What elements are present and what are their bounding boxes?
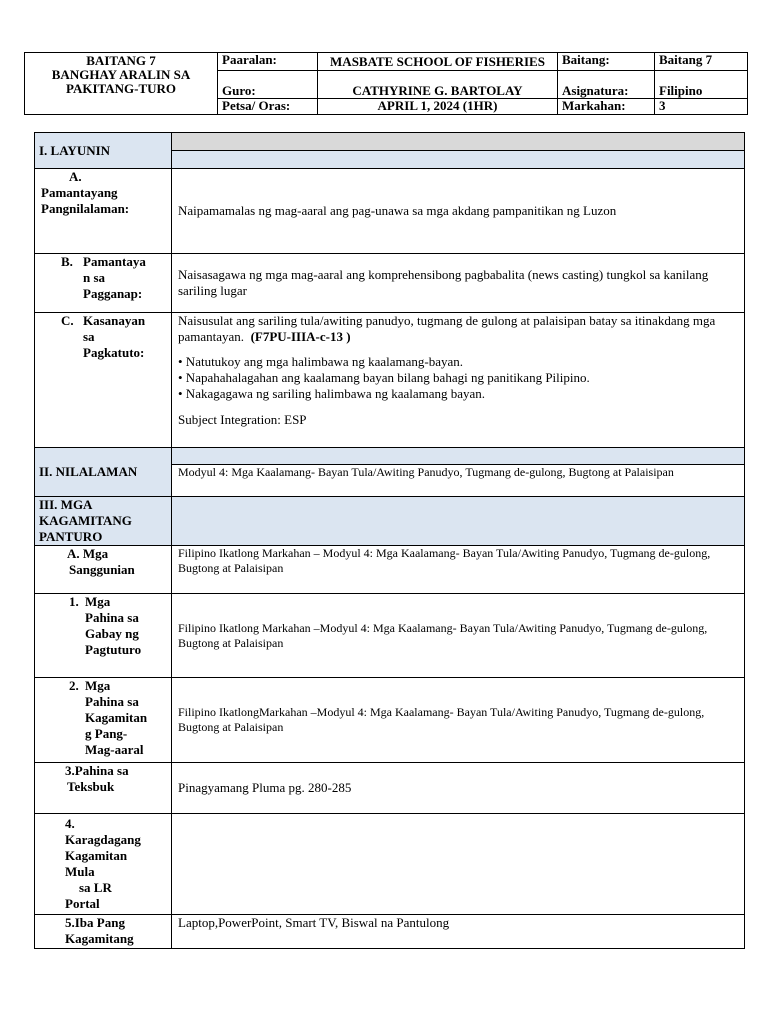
layunin-blue-band — [172, 151, 745, 169]
kasanayan-text — [178, 313, 740, 345]
kasanayan-statement: Naisusulat ang sariling tula/awiting panudyo, tugmang de gulong at palaisipan batay sa itinakdang mga pamantayan. — [178, 313, 716, 344]
plan-title — [25, 53, 218, 115]
kagamitan-heading-line: KAGAMITANG — [39, 513, 132, 528]
gabay-label-line: Gabay ng — [85, 626, 139, 641]
pamantayan-sa-pagganap-text: Naisasagawa ng mga mag-aaral ang komprehensibong pagbabalita (news casting) tungkol sa kanilang sariling lugar — [172, 254, 745, 313]
objective-list — [178, 354, 740, 402]
teksbuk-label-line: Teksbuk — [67, 779, 115, 794]
gabay-label-line: Pahina sa — [85, 610, 139, 625]
competency-code: (F7PU-IIIA-c-13 ) — [250, 329, 351, 344]
gabay-pahina-label — [35, 594, 172, 678]
sanggunian-label — [35, 546, 172, 594]
guro-label: Guro: — [218, 71, 318, 99]
lr-portal-label-line: Karagdagang — [65, 832, 141, 847]
item-b-label-line: Pamantaya — [83, 254, 146, 269]
sanggunian-label-line: Sanggunian — [69, 562, 135, 577]
kagamitan-heading-line: III. MGA — [39, 497, 93, 512]
item-c-marker: C. — [61, 313, 74, 328]
pamantayang-pangnilalaman-label — [35, 169, 172, 254]
item-c-label-line: sa — [83, 329, 95, 344]
markahan-label: Markahan: — [558, 99, 655, 115]
item-a-label: Pamantayang Pangnilalaman: — [41, 185, 130, 216]
kagamitan-heading — [35, 497, 172, 546]
iba-pang-kagamitan-label — [35, 915, 172, 949]
paaralan-value: MASBATE SCHOOL OF FISHERIES — [318, 53, 558, 71]
teksbuk-label-line: 3.Pahina sa — [65, 763, 129, 778]
guro-value: CATHYRINE G. BARTOLAY — [318, 71, 558, 99]
item-b-marker: B. — [61, 254, 73, 269]
kagamitang-mag-aaral-text: Filipino IkatlongMarkahan –Modyul 4: Mga Kaalamang- Bayan Tula/Awiting Panudyo, Tugmang de-gulong, Bugtong at Palaisipan — [172, 678, 745, 763]
item-a-marker: A. — [69, 169, 82, 184]
item-1-marker: 1. — [69, 594, 79, 609]
lr-portal-label-line: sa LR — [79, 880, 112, 895]
layunin-heading: I. LAYUNIN — [35, 133, 172, 169]
item-b-label-line: n sa — [83, 270, 106, 285]
lesson-plan-table — [34, 132, 745, 949]
item-2-marker: 2. — [69, 678, 79, 693]
lr-portal-text — [172, 814, 745, 915]
iba-pang-kagamitan-text: Laptop,PowerPoint, Smart TV, Biswal na Pantulong — [172, 915, 745, 949]
iba-pang-label-line: Kagamitang — [65, 931, 134, 946]
lr-portal-label-line: Portal — [65, 896, 100, 911]
lr-portal-label-line: 4. — [65, 816, 75, 831]
baitang-label: Baitang: — [558, 53, 655, 71]
iba-pang-label-line: 5.Iba Pang — [65, 915, 125, 930]
title-line-2: BANGHAY ARALIN SA — [51, 67, 191, 82]
lr-portal-label-line: Kagamitan — [65, 848, 128, 863]
item-b-label-line: Pagganap: — [83, 286, 143, 301]
kagamitang-mag-aaral-label — [35, 678, 172, 763]
gabay-pahina-text: Filipino Ikatlong Markahan –Modyul 4: Mga Kaalamang- Bayan Tula/Awiting Panudyo, Tugmang de-gulong, Bugtong at Palaisipan — [172, 594, 745, 678]
kasanayan-sa-pagkatuto-label — [35, 313, 172, 448]
sanggunian-text: Filipino Ikatlong Markahan – Modyul 4: Mga Kaalamang- Bayan Tula/Awiting Panudyo, Tugmang de-gulong, Bugtong at Palaisipan — [172, 546, 745, 594]
layunin-gray-band — [172, 133, 745, 151]
lr-portal-label-line: Mula — [65, 864, 95, 879]
item-c-label-line: Kasanayan — [83, 313, 146, 328]
subject-integration: Subject Integration: ESP — [178, 412, 307, 427]
gabay-label-line: Mga — [85, 594, 111, 609]
pamantayang-pangnilalaman-text: Naipamamalas ng mag-aaral ang pag-unawa sa mga akdang pampanitikan ng Luzon — [172, 169, 745, 254]
sanggunian-label-line: A. Mga — [67, 546, 109, 561]
petsa-label: Petsa/ Oras: — [218, 99, 318, 115]
mag-aaral-label-line: Kagamitan — [85, 710, 148, 725]
title-line-3: PAKITANG-TURO — [65, 81, 177, 96]
asignatura-label: Asignatura: — [558, 71, 655, 99]
mag-aaral-label-line: Mga — [85, 678, 111, 693]
petsa-value: APRIL 1, 2024 (1HR) — [318, 99, 558, 115]
teksbuk-text: Pinagyamang Pluma pg. 280-285 — [172, 763, 745, 814]
baitang-value: Baitang 7 — [655, 53, 748, 71]
teksbuk-label — [35, 763, 172, 814]
title-line-1: BAITANG 7 — [86, 53, 156, 68]
kagamitan-blue-band — [172, 497, 745, 546]
pamantayan-sa-pagganap-label — [35, 254, 172, 313]
objective-item: • Nakagagawa ng sariling halimbawa ng kaalamang bayan. — [178, 386, 486, 401]
header-table — [24, 52, 748, 115]
lr-portal-label — [35, 814, 172, 915]
item-c-label-line: Pagkatuto: — [83, 345, 145, 360]
markahan-value: 3 — [655, 99, 748, 115]
gabay-label-line: Pagtuturo — [85, 642, 142, 657]
mag-aaral-label-line: g Pang- — [85, 726, 128, 741]
kagamitan-heading-line: PANTURO — [39, 529, 103, 544]
mag-aaral-label-line: Pahina sa — [85, 694, 139, 709]
asignatura-value: Filipino — [655, 71, 748, 99]
nilalaman-blue-band — [172, 448, 745, 465]
kasanayan-sa-pagkatuto-content — [172, 313, 745, 448]
nilalaman-heading: II. NILALAMAN — [35, 448, 172, 497]
objective-item: • Natutukoy ang mga halimbawa ng kaalamang-bayan. — [178, 354, 464, 369]
paaralan-label: Paaralan: — [218, 53, 318, 71]
objective-item: • Napahahalagahan ang kaalamang bayan bilang bahagi ng panitikang Pilipino. — [178, 370, 590, 385]
mag-aaral-label-line: Mag-aaral — [85, 742, 144, 757]
nilalaman-text: Modyul 4: Mga Kaalamang- Bayan Tula/Awiting Panudyo, Tugmang de-gulong, Bugtong at Palaisipan — [172, 465, 745, 497]
